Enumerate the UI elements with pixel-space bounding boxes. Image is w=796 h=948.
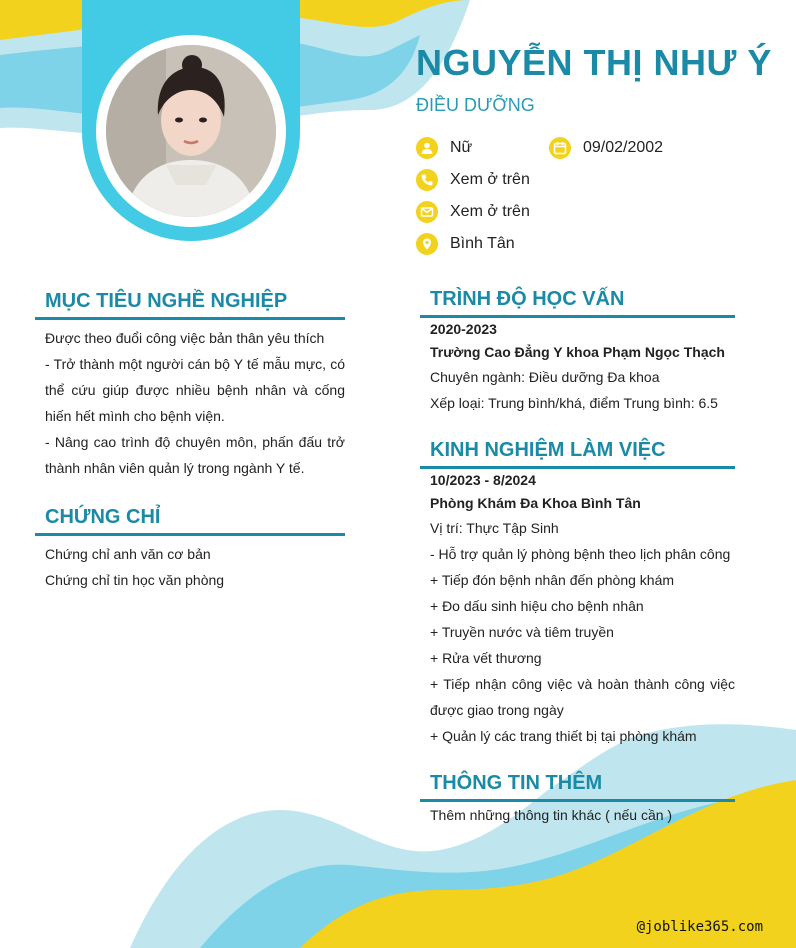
experience-line: + Đo dấu sinh hiệu cho bệnh nhân bbox=[430, 598, 644, 614]
phone-info bbox=[416, 169, 530, 191]
user-icon bbox=[416, 137, 438, 159]
experience-company: Phòng Khám Đa Khoa Bình Tân bbox=[430, 495, 641, 511]
experience-line: + Truyền nước và tiêm truyền bbox=[430, 624, 614, 640]
experience-line: + Tiếp đón bệnh nhân đến phòng khám bbox=[430, 572, 675, 588]
candidate-name: NGUYỄN THỊ NHƯ Ý bbox=[416, 42, 772, 83]
objective-line: - Nâng cao trình độ chuyên môn, phấn đấu trở thành nhân viên quản lý trong ngành Y tế. bbox=[45, 434, 345, 476]
dob-info bbox=[549, 137, 663, 159]
location-icon bbox=[416, 233, 438, 255]
certificates-list bbox=[45, 541, 345, 593]
gender-value: Nữ bbox=[450, 139, 473, 156]
profile-photo bbox=[106, 45, 276, 217]
dob-value: 09/02/2002 bbox=[583, 139, 664, 156]
more-info-block bbox=[430, 802, 735, 828]
mail-icon bbox=[416, 201, 438, 223]
more-info-text: Thêm những thông tin khác ( nếu cần ) bbox=[430, 807, 673, 823]
phone-value: Xem ở trên bbox=[450, 171, 530, 188]
education-title: TRÌNH ĐỘ HỌC VẤN bbox=[420, 288, 735, 318]
more-info-title: THÔNG TIN THÊM bbox=[420, 772, 735, 802]
education-block bbox=[430, 318, 735, 416]
address-info bbox=[416, 233, 515, 255]
education-grade: Xếp loại: Trung bình/khá, điểm Trung bình: 6.5 bbox=[430, 395, 718, 411]
experience-line: + Rửa vết thương bbox=[430, 650, 542, 666]
education-major: Chuyên ngành: Điều dưỡng Đa khoa bbox=[430, 369, 660, 385]
phone-icon bbox=[416, 169, 438, 191]
objective-line: Được theo đuổi công việc bản thân yêu thích bbox=[45, 330, 325, 346]
objective-title: MỤC TIÊU NGHỀ NGHIỆP bbox=[35, 290, 345, 320]
experience-line: - Hỗ trợ quản lý phòng bệnh theo lịch phân công bbox=[430, 546, 731, 562]
job-title: ĐIỀU DƯỠNG bbox=[416, 95, 535, 115]
email-info bbox=[416, 201, 530, 223]
objective-text bbox=[45, 325, 345, 481]
experience-title: KINH NGHIỆM LÀM VIỆC bbox=[420, 439, 735, 469]
email-value: Xem ở trên bbox=[450, 203, 530, 220]
calendar-icon bbox=[549, 137, 571, 159]
experience-block bbox=[430, 469, 735, 749]
experience-line: Vị trí: Thực Tập Sinh bbox=[430, 520, 559, 536]
gender-info bbox=[416, 137, 472, 159]
experience-period: 10/2023 - 8/2024 bbox=[430, 472, 536, 488]
certificates-title: CHỨNG CHỈ bbox=[35, 506, 345, 536]
experience-line: + Quản lý các trang thiết bị tại phòng khám bbox=[430, 728, 697, 744]
certificate-item: Chứng chỉ anh văn cơ bản bbox=[45, 546, 211, 562]
experience-line: + Tiếp nhận công việc và hoàn thành công việc được giao trong ngày bbox=[430, 676, 735, 718]
objective-line: - Trở thành một người cán bộ Y tế mẫu mực, có thể cứu giúp được nhiều bệnh nhân và cống hiến hết mình cho bệnh viện. bbox=[45, 356, 345, 424]
address-value: Bình Tân bbox=[450, 235, 515, 252]
watermark: @joblike365.com bbox=[636, 919, 763, 935]
education-period: 2020-2023 bbox=[430, 321, 497, 337]
certificate-item: Chứng chỉ tin học văn phòng bbox=[45, 572, 225, 588]
education-school: Trường Cao Đẳng Y khoa Phạm Ngọc Thạch bbox=[430, 344, 725, 360]
